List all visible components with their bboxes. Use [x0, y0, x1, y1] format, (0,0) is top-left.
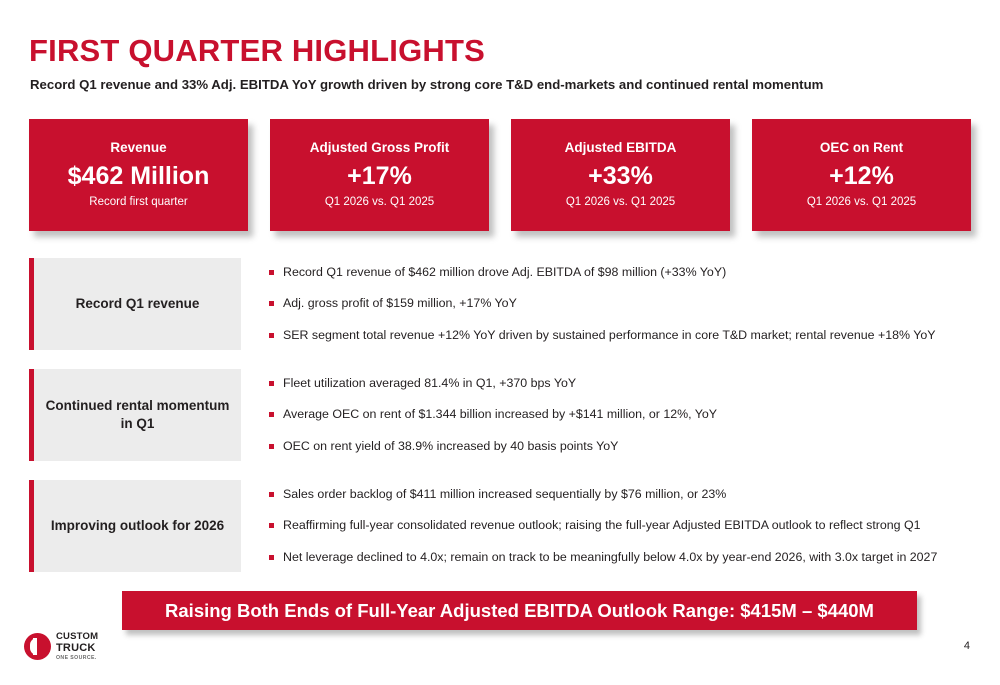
- page-title: FIRST QUARTER HIGHLIGHTS: [29, 33, 486, 68]
- list-item: Adj. gross profit of $159 million, +17% YoY: [269, 296, 970, 312]
- section-record-q1-revenue: [29, 258, 970, 350]
- list-item: Sales order backlog of $411 million increased sequentially by $76 million, or 23%: [269, 487, 970, 503]
- logo-mark-icon: [24, 633, 51, 660]
- kpi-note: Record first quarter: [89, 196, 188, 209]
- callout-banner: [122, 591, 917, 630]
- kpi-value: $462 Million: [67, 161, 210, 190]
- page-number: 4: [963, 640, 970, 652]
- logo-line-1: CUSTOM: [56, 631, 99, 642]
- kpi-value: +17%: [347, 161, 412, 190]
- kpi-note: Q1 2026 vs. Q1 2025: [565, 196, 676, 209]
- logo-wordmark: [56, 632, 98, 661]
- kpi-card-adjusted-ebitda: [511, 119, 730, 231]
- kpi-card-adjusted-gross-profit: [270, 119, 489, 231]
- kpi-card-oec-on-rent: [752, 119, 971, 231]
- kpi-value: +33%: [588, 161, 653, 190]
- list-item: OEC on rent yield of 38.9% increased by 40 basis points YoY: [269, 439, 970, 455]
- kpi-label: Adjusted Gross Profit: [309, 140, 450, 156]
- logo-line-2: TRUCK: [56, 641, 96, 654]
- section-bullet-list: [269, 480, 970, 572]
- section-bullet-list: [269, 258, 970, 350]
- list-item: Average OEC on rent of $1.344 billion increased by +$141 million, or 12%, YoY: [269, 407, 970, 423]
- section-label: Record Q1 revenue: [34, 258, 241, 350]
- kpi-note: Q1 2026 vs. Q1 2025: [806, 196, 917, 209]
- kpi-note: Q1 2026 vs. Q1 2025: [324, 196, 435, 209]
- list-item: Net leverage declined to 4.0x; remain on track to be meaningfully below 4.0x by year-end 2026, with 3.0x target in 2027: [269, 550, 970, 566]
- kpi-label: Adjusted EBITDA: [564, 140, 677, 156]
- section-label: Continued rental momentum in Q1: [34, 369, 241, 461]
- kpi-label: Revenue: [110, 140, 167, 156]
- kpi-card-row: [29, 119, 970, 237]
- section-continued-rental-momentum: [29, 369, 970, 461]
- company-logo: [24, 632, 98, 661]
- list-item: Record Q1 revenue of $462 million drove Adj. EBITDA of $98 million (+33% YoY): [269, 265, 970, 281]
- kpi-value: +12%: [829, 161, 894, 190]
- list-item: Reaffirming full-year consolidated revenue outlook; raising the full-year Adjusted EBITDA outlook to reflect strong Q1: [269, 518, 970, 534]
- kpi-label: OEC on Rent: [819, 140, 904, 156]
- list-item: SER segment total revenue +12% YoY driven by sustained performance in core T&D market; rental revenue +18% YoY: [269, 328, 970, 344]
- callout-text: Raising Both Ends of Full-Year Adjusted EBITDA Outlook Range: $415M – $440M: [165, 599, 874, 621]
- kpi-card-revenue: [29, 119, 248, 231]
- logo-line-3: ONE SOURCE.: [56, 654, 97, 661]
- section-improving-outlook: [29, 480, 970, 572]
- page-subtitle: Record Q1 revenue and 33% Adj. EBITDA YoY growth driven by strong core T&D end-markets and continued rental momentum: [30, 77, 824, 92]
- list-item: Fleet utilization averaged 81.4% in Q1, +370 bps YoY: [269, 376, 970, 392]
- section-bullet-list: [269, 369, 970, 461]
- section-label: Improving outlook for 2026: [34, 480, 241, 572]
